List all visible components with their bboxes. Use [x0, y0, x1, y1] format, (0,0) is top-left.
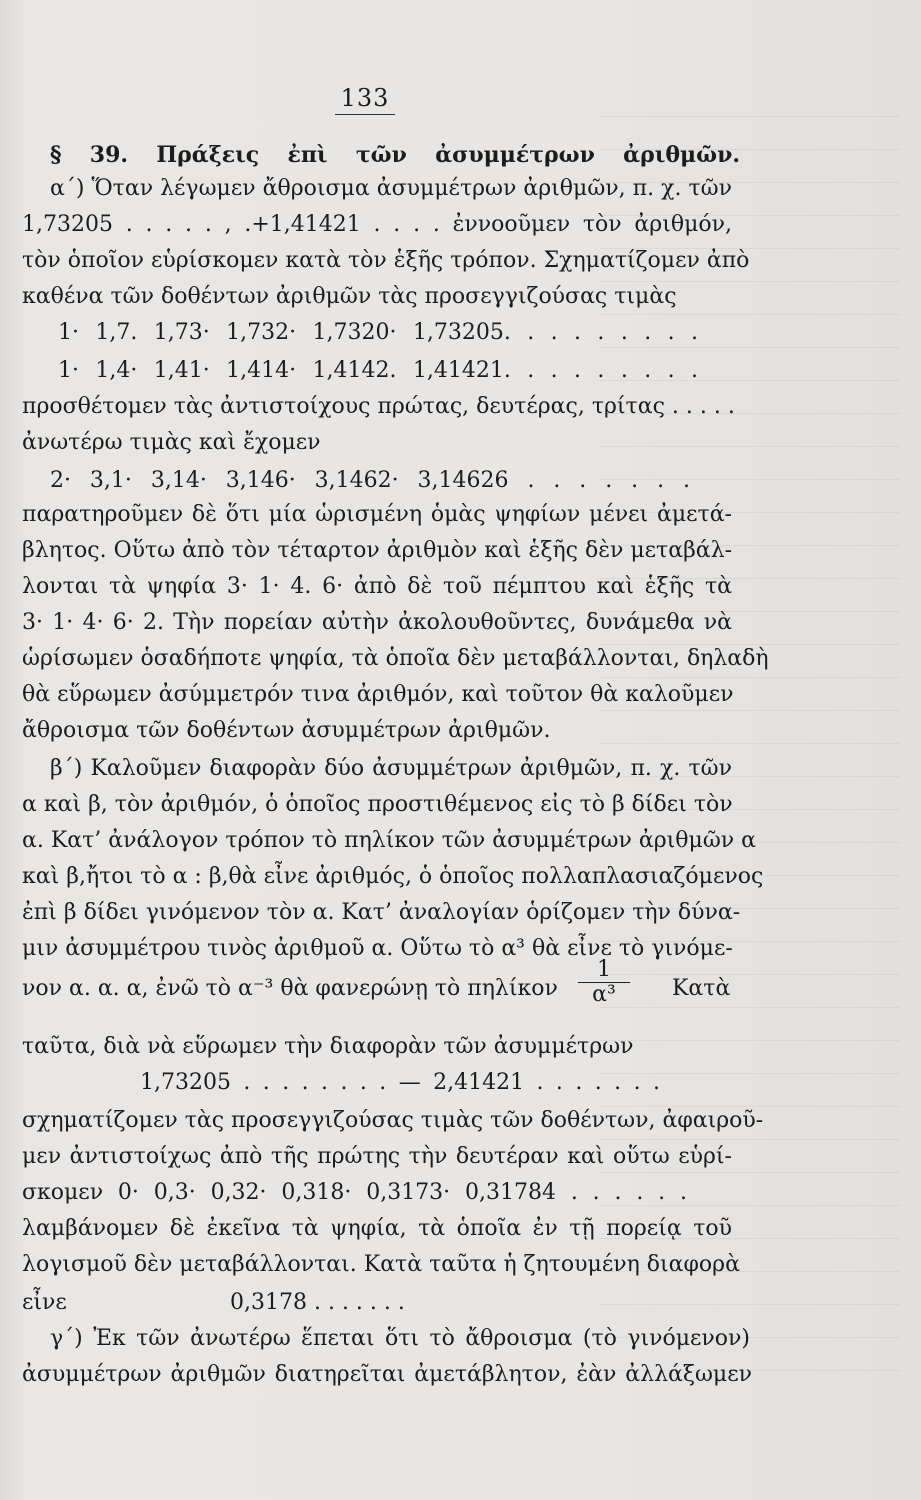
text-line: ὡρίσωμεν ὁσαδήποτε ψηφία, τὰ ὁποῖα δὲν μεταβάλλονται, δηλαδὴ: [22, 646, 769, 671]
math-line: 0,3178 . . . . . . .: [230, 1290, 405, 1315]
text-line: βλητος. Οὕτω ἀπὸ τὸν τέταρτον ἀριθμὸν καὶ ἑξῆς δὲν μεταβάλ-: [22, 538, 733, 563]
text-line: νον α. α. α, ἐνῶ τὸ α⁻³ θὰ φανερώνῃ τὸ πηλίκον: [22, 976, 558, 1001]
text-line: α΄) Ὅταν λέγωμεν ἄθροισμα ἀσυμμέτρων ἀριθμῶν, π. χ. τῶν: [50, 176, 732, 201]
text-line: ταῦτα, διὰ νὰ εὕρωμεν τὴν διαφορὰν τῶν ἀσυμμέτρων: [22, 1034, 634, 1059]
text-line: λογισμοῦ δὲν μεταβάλλονται. Κατὰ ταῦτα ἡ ζητουμένη διαφορὰ: [22, 1252, 740, 1277]
math-line: 1,73205 . . . . . . . . — 2,41421 . . . . . . .: [140, 1070, 660, 1095]
text-line: 1,73205 . . . . . , .+1,41421 . . . . ἐννοοῦμεν τὸν ἀριθμόν,: [22, 212, 732, 237]
text-line: θὰ εὕρωμεν ἀσύμμετρόν τινα ἀριθμόν, καὶ τοῦτον θὰ καλοῦμεν: [22, 682, 734, 707]
math-line: 2· 3,1· 3,14· 3,146· 3,1462· 3,14626 . . . . . . .: [50, 468, 690, 493]
fraction-numerator: 1: [578, 958, 630, 983]
text-line: μιν ἀσυμμέτρου τινὸς ἀριθμοῦ α. Οὕτω τὸ α³ θὰ εἶνε τὸ γινόμε-: [22, 936, 733, 961]
text-line: Κατὰ: [672, 976, 731, 1001]
page-number: 133: [335, 84, 395, 115]
math-line: 1· 1,7. 1,73· 1,732· 1,7320· 1,73205. . . . . . . . .: [58, 320, 698, 345]
text-line: 3· 1· 4· 6· 2. Τὴν πορείαν αὐτὴν ἀκολουθοῦντες, δυνάμεθα νὰ: [22, 610, 732, 635]
text-line: ἀσυμμέτρων ἀριθμῶν διατηρεῖται ἀμετάβλητον, ἐὰν ἀλλάξωμεν: [22, 1362, 752, 1387]
text-line: καὶ β,ἤτοι τὸ α : β,θὰ εἶνε ἀριθμός, ὁ ὁποῖος πολλαπλασιαζόμενος: [22, 864, 764, 889]
text-line: β΄) Καλοῦμεν διαφορὰν δύο ἀσυμμέτρων ἀριθμῶν, π. χ. τῶν: [50, 756, 732, 781]
text-line: παρατηροῦμεν δὲ ὅτι μία ὡρισμένη ὁμὰς ψηφίων μένει ἀμετά-: [22, 502, 732, 527]
text-line: α. Κατ’ ἀνάλογον τρόπον τὸ πηλίκον τῶν ἀσυμμέτρων ἀριθμῶν α: [22, 828, 756, 853]
text-line: τὸν ὁποῖον εὑρίσκομεν κατὰ τὸν ἑξῆς τρόπον. Σχηματίζομεν ἀπὸ: [22, 248, 750, 273]
text-line: ἄθροισμα τῶν δοθέντων ἀσυμμέτρων ἀριθμῶν.: [22, 718, 551, 743]
text-line: εἶνε: [22, 1290, 67, 1315]
math-line: σκομεν 0· 0,3· 0,32· 0,318· 0,3173· 0,31784 . . . . . .: [22, 1180, 687, 1205]
text-line: λαμβάνομεν δὲ ἐκεῖνα τὰ ψηφία, τὰ ὁποῖα ἐν τῇ πορείᾳ τοῦ: [22, 1216, 732, 1241]
text-line: καθένα τῶν δοθέντων ἀριθμῶν τὰς προσεγγιζούσας τιμὰς: [22, 284, 677, 309]
text-line: σχηματίζομεν τὰς προσεγγιζούσας τιμὰς τῶν δοθέντων, ἀφαιροῦ-: [22, 1108, 764, 1133]
fraction-denominator: α³: [592, 982, 616, 1007]
text-line: ἀνωτέρω τιμὰς καὶ ἔχομεν: [22, 430, 321, 455]
text-line: α καὶ β, τὸν ἀριθμόν, ὁ ὁποῖος προστιθέμενος εἰς τὸ β δίδει τὸν: [22, 792, 733, 817]
math-line: 1· 1,4· 1,41· 1,414· 1,4142. 1,41421. . . . . . . . .: [58, 358, 698, 383]
section-heading: § 39. Πράξεις ἐπὶ τῶν ἀσυμμέτρων ἀριθμῶν.: [50, 142, 740, 168]
text-line: μεν ἀντιστοίχως ἀπὸ τῆς πρώτης τὴν δευτέραν καὶ οὕτω εὑρί-: [22, 1144, 732, 1169]
text-line: ἐπὶ β δίδει γινόμενον τὸν α. Κατ’ ἀναλογίαν ὁρίζομεν τὴν δύνα-: [22, 900, 741, 925]
text-line: προσθέτομεν τὰς ἀντιστοίχους πρώτας, δευτέρας, τρίτας . . . . .: [22, 394, 735, 419]
fraction-one-over-alpha-cubed: [578, 958, 630, 1007]
text-line: λονται τὰ ψηφία 3· 1· 4. 6· ἀπὸ δὲ τοῦ πέμπτου καὶ ἑξῆς τὰ: [22, 574, 732, 599]
text-line: γ΄) Ἐκ τῶν ἀνωτέρω ἕπεται ὅτι τὸ ἄθροισμα (τὸ γινόμενον): [50, 1326, 750, 1351]
